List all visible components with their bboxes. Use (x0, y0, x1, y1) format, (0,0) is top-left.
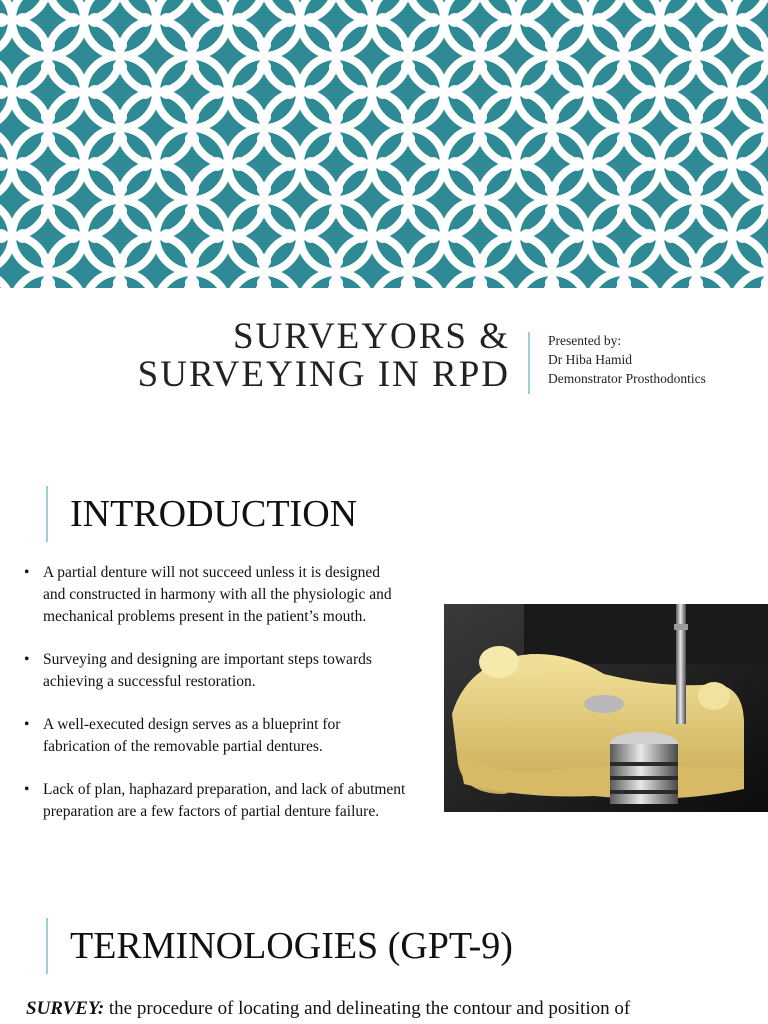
bullet-text: A partial denture will not succeed unless it is designed and constructed in harmony with all the physiologic and mechanical problems present in the patient’s mouth. (43, 564, 392, 625)
definition-term: SURVEY: (26, 998, 105, 1019)
bullet-icon: • (24, 651, 30, 668)
bullet-icon: • (24, 781, 30, 798)
survey-definition (26, 998, 630, 1020)
presenter-label: Presented by: (548, 333, 622, 348)
list-item (22, 779, 450, 823)
heading-accent-bar (46, 486, 48, 542)
presenter-info (548, 331, 706, 388)
presenter-role: Demonstrator Prosthodontics (548, 371, 706, 386)
list-item (22, 649, 450, 693)
title-line-1: SURVEYORS & (232, 316, 510, 357)
presenter-name: Dr Hiba Hamid (548, 352, 632, 367)
dental-cast-surveyor-photo (444, 604, 768, 812)
heading-accent-bar (46, 918, 48, 974)
circle-lattice-pattern (0, 0, 768, 288)
slide-title (0, 318, 510, 394)
bullet-icon: • (24, 564, 30, 581)
title-divider (528, 332, 530, 394)
list-item (22, 714, 450, 758)
introduction-bullet-list (22, 562, 450, 844)
title-line-2: SURVEYING IN RPD (137, 354, 510, 395)
bullet-text: Surveying and designing are important steps towards achieving a successful restoration. (43, 651, 372, 690)
bullet-icon: • (24, 716, 30, 733)
dental-cast-surveyor-photo-illustration (444, 604, 768, 812)
bullet-text: Lack of plan, haphazard preparation, and lack of abutment preparation are a few factors of partial denture failure. (43, 781, 406, 820)
terminologies-heading: TERMINOLOGIES (GPT-9) (70, 925, 513, 967)
bullet-text: A well-executed design serves as a blueprint for fabrication of the removable partial dentures. (43, 716, 341, 755)
definition-text: the procedure of locating and delineating the contour and position of (104, 998, 631, 1019)
introduction-heading: INTRODUCTION (70, 493, 358, 535)
list-item (22, 562, 450, 628)
decorative-pattern-banner (0, 0, 768, 288)
